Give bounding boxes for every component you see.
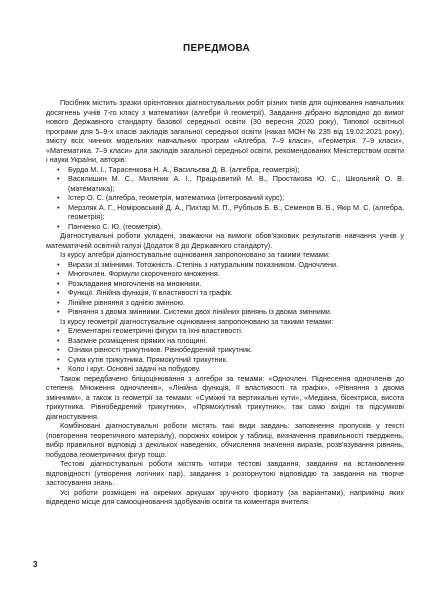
authors-list [46,165,404,232]
list-item: • Істер О. С. (алгебра, геометрія, математика (інтегрований курс); [46,193,404,203]
list-item: • Ознаки рівності трикутників. Рівнобедрений трикутник. [46,345,404,355]
list-item: • Вирази зі змінними. Тотожність. Степінь з натуральним показником. Одночлени. [46,260,404,270]
list-item: • Рівняння з двома змінними. Системи двох лінійних рівнянь із двома змінними. [46,307,404,317]
geometry-intro: Із курсу геометрії діагностувальне оцінювання запропоновано за такими темами: [60,316,334,326]
tests-paragraph: Тестові діагностувальні роботи містять чотири тестові завдання, завдання на встановлення відповідності (утворення логічних пар), завдання з розгорнутою відповіддю та завдання на творче застосування знань. [46,459,404,487]
list-item: • Функції. Лінійна функція, її властивості та графік. [46,288,404,298]
combined-paragraph: Комбіновані діагностувальні роботи містять такі види завдань: заповнення пропусків у тексті (повторення теоретичного матеріалу), порожніх комірок у таблиці, визначення правильності тверджень, вибір правильної відповіді з декількох наведених, обчислення значення виразів, розв'язування рівнянь, побудова геометричних фігур тощо. [46,421,404,459]
list-item: • Сума кутів трикутника. Прямокутний трикутник. [46,355,404,365]
algebra-intro: Із курсу алгебри діагностувальне оцінювання запропоновано за такими темами: [60,250,330,259]
list-item: • Василишин М. С., Миляник А. І., Працьовитий М. В., Простакова Ю. С., Школьний О. В. (математика); [46,174,404,193]
list-item: • Коло і круг. Основні задачі на побудову. [46,364,404,374]
page-body [46,98,404,507]
list-item: • Елементарні геометричні фігури та їхні властивості. [46,326,404,336]
diagnostic-paragraph: Діагностувальні роботи укладені, зважаючи на вимоги обов'язкових результатів навчання учнів у математичній освітній галузі (Додаток 8 до Державного стандарту). [46,231,404,250]
page-title: ПЕРЕДМОВА [182,43,251,54]
page-number: 3 [33,560,38,569]
format-paragraph: Усі роботи розміщені на окремих аркушах зручного формату (за варіантами), наприкінці яких відведено місце для самооцінювання здобувачів освіти та коментаря вчителя. [46,487,404,506]
list-item: • Панченко С. Ю. (геометрія). [46,222,404,232]
blitz-paragraph: Також передбачено бліцоцінювання з алгебри за темами: «Одночлен. Піднесення одночленів до степеня. Множення одночленів», «Лінійна функція, її властивості та графік», «Рівняння з двома змінними», а також із геометрії за темами: «Суміжні та вертикальні кути», «Медіана, бісектриса, висота трикутника. Рівнобедрений трикутник», «Прямокутний трикутник», так само вхідні та підсумкові діагностування. [46,373,404,421]
list-item: • Розкладання многочленів на множники. [46,279,404,289]
geometry-topics-list [46,326,404,374]
list-item: • Мерзляк А. Г., Номіровський Д. А., Пихтар М. П., Рубльов Б. В., Семенов В. В., Якір М. С. (алгебра, геометрія); [46,203,404,222]
algebra-topics-list [46,260,404,317]
list-item: • Лінійне рівняння з однією змінною. [46,298,404,308]
list-item: • Многочлен. Формули скороченого множення. [46,269,404,279]
list-item: • Бурда М. І., Тарасенкова Н. А., Васильєва Д. В. (алгебра, геометрія); [46,165,404,175]
list-item: • Взаємне розміщення прямих на площині. [46,336,404,346]
intro-paragraph: Посібник містить зразки орієнтовних діагностувальних робіт різних типів для оцінювання навчальних досягнень учнів 7-го класу з математики (алгебри й геометрії). Завдання дібрано відповідно до вимог нового Державного стандарту базової середньої освіти (30 вересня 2020 року), Типової освітньої програми для 5–9-х класів закладів загальної середньої освіти (наказ МОН № 235 від 19.02.2021 року), змісту всіх чинних модельних навчальних програм «Алгебра. 7–9 класи», «Геометрія. 7–9 класи», «Математика. 7–9 класи» для закладів загальної середньої освіти, рекомендованих Міністерством освіти і науки України, авторів: [46,98,404,164]
